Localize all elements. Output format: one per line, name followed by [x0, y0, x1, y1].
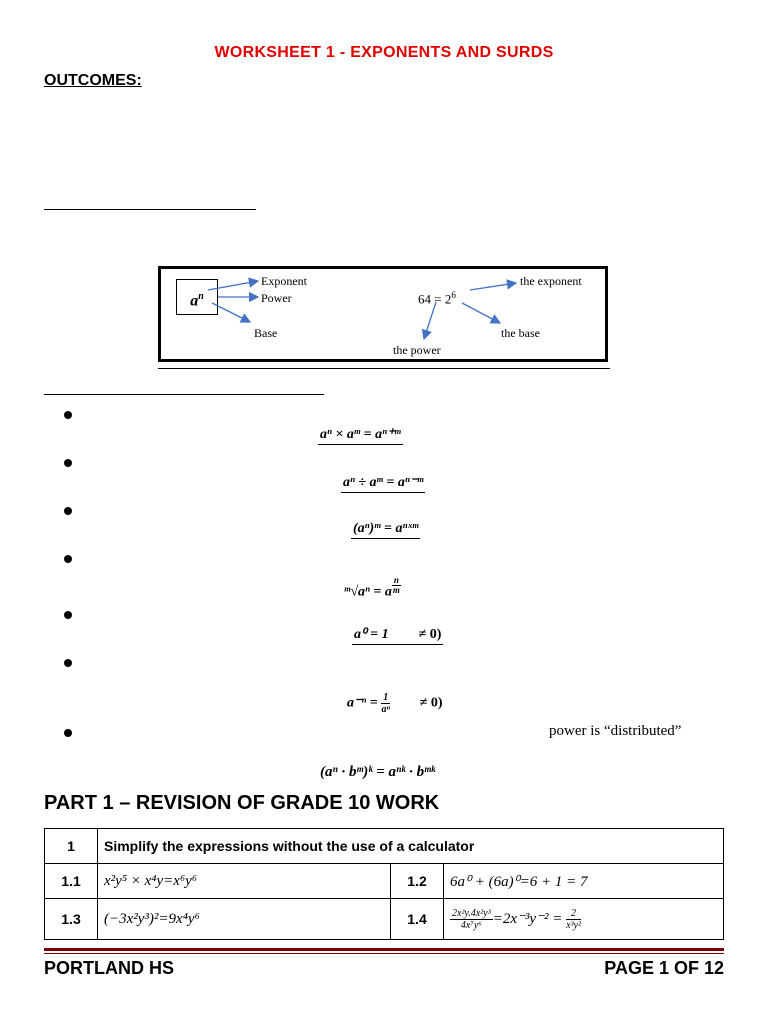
header-number: 1 — [45, 829, 98, 864]
footer-rule-thin — [44, 953, 724, 954]
footer-school: PORTLAND HS — [44, 958, 174, 978]
bullet-5 — [64, 611, 72, 619]
an-symbol-box: $a^n$ — [176, 279, 218, 315]
law-power-of-power: (aⁿ)ᵐ = aⁿˣᵐ — [351, 521, 420, 539]
table-row — [45, 864, 724, 899]
question-number: 1.1 — [45, 864, 98, 899]
arrow-to-the-power — [424, 302, 436, 339]
label-exponent: Exponent — [261, 274, 307, 288]
bullet-3 — [64, 507, 72, 515]
arrow-to-exponent — [208, 281, 258, 290]
table-row — [45, 899, 724, 940]
question-expression: 6a⁰ + (6a)⁰=6 + 1 = 7 — [444, 864, 724, 899]
simplify-table — [44, 828, 724, 940]
bullet-2 — [64, 459, 72, 467]
question-number: 1.4 — [391, 899, 444, 940]
arrow-to-the-base — [462, 303, 500, 323]
bullet-1 — [64, 411, 72, 419]
label-the-power: the power — [393, 343, 441, 357]
worksheet-title: WORKSHEET 1 - EXPONENTS AND SURDS — [214, 44, 554, 61]
question-expression: (−3x²y³)²=9x⁴y⁶ — [98, 899, 391, 940]
part1-heading: PART 1 – REVISION OF GRADE 10 WORK — [44, 792, 440, 814]
label-base: Base — [254, 326, 278, 340]
footer-page-number: PAGE 1 OF 12 — [604, 958, 724, 978]
law-zero-exponent: a⁰ = 1 ≠ 0) — [352, 626, 443, 645]
arrow-to-base — [212, 303, 250, 322]
example-equation: $64 = 2^6$ — [418, 290, 456, 307]
question-expression: x²y⁵ × x⁴y=x⁶y⁶ — [98, 864, 391, 899]
law-quotient: aⁿ ÷ aᵐ = aⁿ⁻ᵐ — [341, 474, 425, 493]
bullet-4 — [64, 555, 72, 563]
question-expression: $\frac{\text{2x²y.4x²y³}}{\text{4x⁷y⁶}}$ =2x⁻³y⁻² = $\frac{2}{\text{x³y²}}$ — [444, 899, 724, 940]
label-the-exponent: the exponent — [520, 274, 582, 288]
question-number: 1.3 — [45, 899, 98, 940]
arrow-to-the-exponent — [470, 283, 516, 290]
header-instruction: Simplify the expressions without the use of a calculator — [98, 829, 724, 864]
table-header-row — [45, 829, 724, 864]
law-root: ᵐ√aⁿ = a $^{\frac{n}{m}}$ — [344, 575, 400, 600]
label-power: Power — [261, 291, 292, 305]
distributed-note: power is “distributed” — [549, 723, 682, 739]
footer-rule-thick — [44, 948, 724, 951]
question-number: 1.2 — [391, 864, 444, 899]
bullet-6 — [64, 659, 72, 667]
label-the-base: the base — [501, 326, 540, 340]
outcomes-heading: OUTCOMES: — [44, 72, 142, 89]
bullet-7 — [64, 729, 72, 737]
law-negative-exponent: a⁻ⁿ = $\frac{1}{\text{aⁿ}}$ ≠ 0) — [347, 692, 443, 715]
law-distributive: (aⁿ · bᵐ)ᵏ = aⁿᵏ · bᵐᵏ — [320, 764, 436, 780]
law-product: aⁿ × aᵐ = aⁿ⁺ᵐ — [318, 426, 403, 445]
blank-heading-line-2 — [44, 394, 324, 395]
